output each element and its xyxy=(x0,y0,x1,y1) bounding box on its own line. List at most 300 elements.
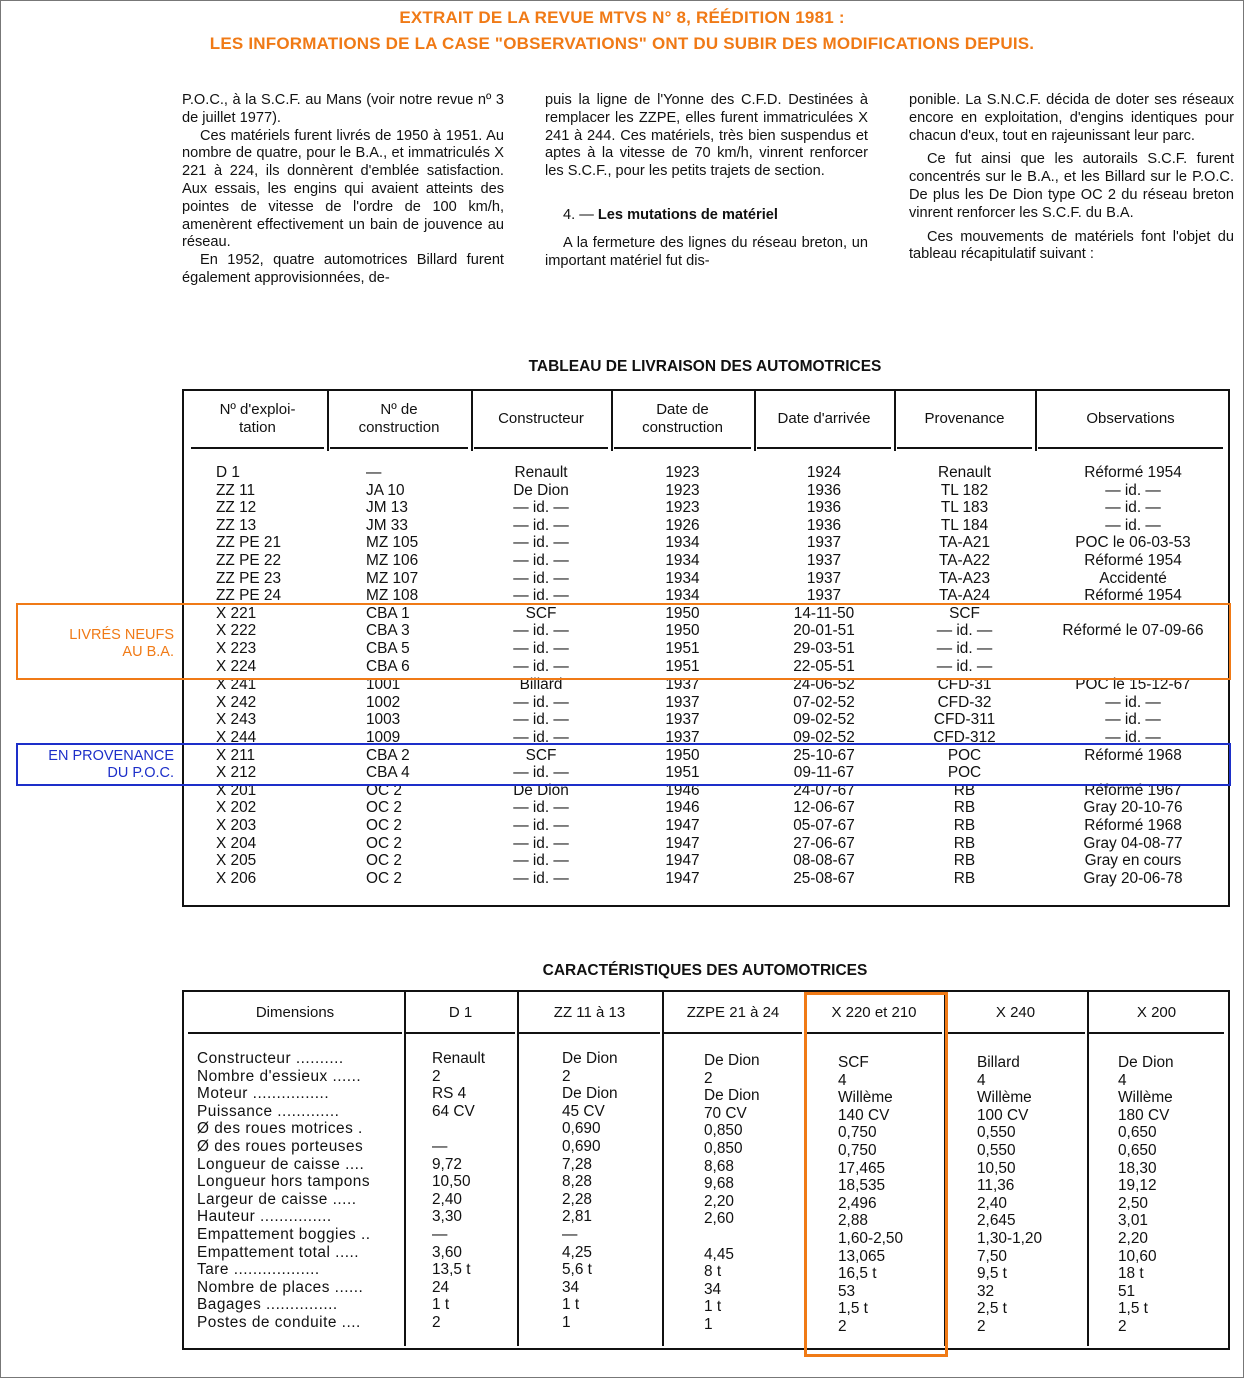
table-cell: De Dion xyxy=(562,1085,618,1103)
table-cell: 1936 xyxy=(806,481,842,499)
table-cell: 08-08-67 xyxy=(793,852,855,870)
table-cell: 22-05-51 xyxy=(793,657,855,675)
table-cell: 8,28 xyxy=(562,1173,592,1191)
column-header-line: Constructeur xyxy=(498,410,584,427)
table-cell: De Dion xyxy=(704,1052,760,1069)
table-cell: 2 xyxy=(432,1314,441,1331)
table-cell: De Dion xyxy=(562,1050,618,1067)
table-cell: 4,45 xyxy=(704,1245,734,1263)
table-cell: MZ 105 xyxy=(366,534,419,552)
table-cell: X 224 xyxy=(216,657,257,675)
table-cell: 17,465 xyxy=(838,1159,886,1177)
table-cell: SCF xyxy=(949,604,980,622)
table-cell: MZ 106 xyxy=(366,552,419,569)
table-cell: 19,12 xyxy=(1118,1177,1157,1195)
row-label: Ø des roues motrices . xyxy=(197,1120,363,1138)
header-rule xyxy=(330,447,468,449)
table-cell: 45 CV xyxy=(562,1102,605,1120)
table-cell: — id. — xyxy=(513,534,569,552)
table-cell: 1937 xyxy=(806,552,842,569)
table-cell: 1951 xyxy=(665,640,700,657)
row-label: Empattement total ..... xyxy=(197,1243,360,1261)
table-cell: Renault xyxy=(432,1050,486,1067)
table-cell: 24-06-52 xyxy=(793,676,855,694)
column-header: X 220 et 210 xyxy=(831,1004,917,1021)
table-cell: 10,60 xyxy=(1118,1247,1157,1265)
table-cell: 51 xyxy=(1118,1282,1136,1300)
table-cell: Accidenté xyxy=(1099,569,1167,587)
header-rule xyxy=(946,1032,1085,1034)
table-cell: 1 t xyxy=(562,1296,580,1314)
article-column-3 xyxy=(909,92,1234,264)
article-column-2 xyxy=(545,92,868,270)
table-cell: OC 2 xyxy=(366,869,402,887)
table-cell: 3,60 xyxy=(432,1243,462,1261)
table-cell: 2 xyxy=(704,1069,713,1087)
table-cell: Réformé le 07-09-66 xyxy=(1062,622,1204,640)
table-cell: — id. — xyxy=(513,693,569,711)
table-cell: Renault xyxy=(514,464,568,481)
table-cell: 1 xyxy=(562,1314,571,1331)
row-label: Hauteur ............... xyxy=(197,1208,332,1226)
table-cell: 0,850 xyxy=(704,1122,743,1140)
header-rule xyxy=(1089,1032,1224,1034)
table-cell: — id. — xyxy=(513,869,569,887)
table-cell: CBA 5 xyxy=(366,640,410,657)
table-cell: 24-07-67 xyxy=(793,781,855,799)
table-cell: 2 xyxy=(432,1067,441,1085)
table-cell: — id. — xyxy=(1105,499,1161,517)
table-cell: — id. — xyxy=(513,516,569,534)
table-cell: X 222 xyxy=(216,622,257,640)
table-cell: CBA 2 xyxy=(366,746,410,764)
column-header-line: Date de xyxy=(656,401,709,418)
table-cell: — id. — xyxy=(513,657,569,675)
table-cell: POC le 15-12-67 xyxy=(1075,676,1191,694)
table-cell: 1937 xyxy=(806,534,842,552)
table-cell: TA-A21 xyxy=(938,534,991,552)
table-cell: CFD-31 xyxy=(937,676,992,694)
table-cell: 1951 xyxy=(665,764,700,782)
table-cell: 1002 xyxy=(366,693,401,711)
table-cell: 64 CV xyxy=(432,1102,475,1120)
table-cell: 140 CV xyxy=(838,1106,890,1124)
table-cell: Réformé 1954 xyxy=(1084,587,1182,605)
table-cell: Renault xyxy=(937,464,992,481)
column-header-line: construction xyxy=(358,419,440,436)
column-header: ZZPE 21 à 24 xyxy=(686,1004,780,1021)
table-cell: 1934 xyxy=(665,587,700,605)
table-cell: D 1 xyxy=(216,464,240,481)
table-cell: Billard xyxy=(977,1054,1020,1071)
table-cell: X 206 xyxy=(216,869,257,887)
table-cell: — id. — xyxy=(1105,693,1161,711)
table-cell: MZ 107 xyxy=(366,569,419,587)
paragraph: A la fermeture des lignes du réseau breton, un important matériel fut dis- xyxy=(545,234,868,269)
column-header xyxy=(754,393,894,445)
table-cell: ZZ PE 23 xyxy=(216,569,282,587)
table-cell: 20-01-51 xyxy=(793,622,855,640)
table-cell: 16,5 t xyxy=(838,1265,877,1283)
table-cell: CBA 1 xyxy=(366,604,410,622)
table-cell: 34 xyxy=(704,1280,722,1298)
column-header xyxy=(327,393,471,445)
table-cell: 1934 xyxy=(665,534,700,552)
table-cell: JA 10 xyxy=(366,481,405,499)
banner-line-1: EXTRAIT DE LA REVUE MTVS N° 8, RÉÉDITION 1981 : xyxy=(399,8,845,27)
table-cell: 13,5 t xyxy=(432,1261,471,1279)
table-cell: 1947 xyxy=(665,852,700,870)
table-cell: 100 CV xyxy=(977,1106,1029,1124)
table-cell: 1951 xyxy=(665,657,700,675)
table-cell: Gray 04-08-77 xyxy=(1083,834,1183,852)
table-cell: CFD-311 xyxy=(933,711,996,729)
column-header xyxy=(611,393,754,445)
table-cell: CBA 4 xyxy=(366,764,410,782)
table-cell: — xyxy=(562,1226,578,1243)
table-cell: Willème xyxy=(1118,1089,1173,1107)
table-cell: 180 CV xyxy=(1118,1106,1170,1124)
table-cell: X 201 xyxy=(216,781,257,799)
paragraph: Ce fut ainsi que les autorails S.C.F. furent concentrés sur le B.A., et les Billard sur le P.O.C. De plus les De Dion type OC 2 du réseau breton vinrent renforcer les S.C.F. du B.A. xyxy=(909,151,1234,221)
table-cell: 0,550 xyxy=(977,1142,1016,1159)
table-cell: CBA 3 xyxy=(366,622,410,640)
table-cell: 0,550 xyxy=(977,1124,1016,1142)
table-cell: 2,88 xyxy=(838,1212,868,1230)
column-header-line: Provenance xyxy=(924,410,1005,427)
table-cell: 2,60 xyxy=(704,1210,734,1228)
table-cell: 1946 xyxy=(665,799,700,817)
table-cell: 09-02-52 xyxy=(793,711,855,729)
table-cell: 1 t xyxy=(704,1298,722,1316)
table-cell: Réformé 1954 xyxy=(1084,552,1182,569)
row-label: Ø des roues porteuses xyxy=(197,1138,364,1155)
table-cell: Gray 20-06-78 xyxy=(1083,869,1183,887)
table-cell: CFD-312 xyxy=(933,729,996,746)
table-cell: 1,30-1,20 xyxy=(977,1230,1043,1247)
table-cell: 9,5 t xyxy=(977,1265,1007,1283)
table-cell: 07-02-52 xyxy=(793,693,855,711)
table-cell: 1946 xyxy=(665,781,700,799)
paragraph: Ces matériels furent livrés de 1950 à 1951. Au nombre de quatre, pour le B.A., et immatriculés X 221 à 224, ils donnèrent d'emblée satisfaction. Aux essais, les engins qui avaient atteints des pointes de vitesse de l'ordre de 100 km/h, amenèrent effectivement un bain de jouvence au réseau. xyxy=(182,127,504,251)
table-cell: 1001 xyxy=(366,676,401,694)
table-cell: X 242 xyxy=(216,693,257,711)
column-separator xyxy=(404,990,406,1346)
label-livres-neufs: LIVRÉS NEUFS AU B.A. xyxy=(69,627,174,660)
row-label: Bagages ............... xyxy=(197,1296,338,1314)
row-label: Puissance ............. xyxy=(197,1102,340,1120)
table-cell: 9,72 xyxy=(432,1155,462,1173)
table-cell: 1937 xyxy=(665,676,700,694)
table-cell: — xyxy=(366,464,382,481)
table-cell: De Dion xyxy=(513,781,569,799)
table-cell: TA-A23 xyxy=(938,569,991,587)
table-cell: 4 xyxy=(1118,1071,1127,1089)
table-cell: TL 184 xyxy=(940,516,989,534)
table-cell: — id. — xyxy=(513,711,569,729)
article-column-1 xyxy=(182,92,504,288)
table-cell: 0,750 xyxy=(838,1142,877,1159)
table-cell: 0,850 xyxy=(704,1140,743,1157)
table-cell: 27-06-67 xyxy=(793,834,855,852)
banner-line-2: LES INFORMATIONS DE LA CASE "OBSERVATIONS" ONT DU SUBIR DES MODIFICATIONS DEPUIS. xyxy=(209,34,1035,53)
table-cell: ZZ 11 xyxy=(216,481,256,499)
table-cell: OC 2 xyxy=(366,817,402,834)
table-cell: 18,535 xyxy=(838,1177,886,1195)
row-label: Empattement boggies .. xyxy=(197,1226,371,1243)
table-cell: 25-08-67 xyxy=(793,869,855,887)
table-cell: 2 xyxy=(562,1067,571,1085)
highlight-provenance-poc xyxy=(16,743,1231,786)
table-cell: X 241 xyxy=(216,676,257,694)
table-cell: 9,68 xyxy=(704,1175,734,1193)
column-header xyxy=(894,393,1035,445)
header-rule xyxy=(474,447,608,449)
table-cell: 09-11-67 xyxy=(793,764,855,782)
column-header xyxy=(471,393,611,445)
table-cell: OC 2 xyxy=(366,834,402,852)
table-cell: 1936 xyxy=(806,516,842,534)
table-cell: 14-11-50 xyxy=(793,604,855,622)
label-provenance-poc: EN PROVENANCE DU P.O.C. xyxy=(48,748,174,781)
table-cell: X 204 xyxy=(216,834,257,852)
table-cell: 32 xyxy=(977,1282,995,1300)
table-cell: Billard xyxy=(519,676,563,694)
header-rule xyxy=(897,447,1032,449)
column-header: ZZ 11 à 13 xyxy=(553,1004,626,1021)
table-cell: RB xyxy=(953,852,976,870)
table-cell: X 203 xyxy=(216,817,257,834)
table-cell: 1937 xyxy=(665,693,700,711)
table-cell: 2 xyxy=(977,1318,986,1335)
table-cell: 1923 xyxy=(665,464,700,481)
column-header-line: Nº d'exploi- xyxy=(219,401,296,418)
paragraph: Ces mouvements de matériels font l'objet du tableau récapitulatif suivant : xyxy=(909,228,1234,263)
table-cell: X 243 xyxy=(216,711,257,729)
table-cell: — id. — xyxy=(513,729,569,746)
table-cell: — id. — xyxy=(513,817,569,834)
table-cell: 1,60-2,50 xyxy=(838,1230,904,1247)
table-cell: X 244 xyxy=(216,729,257,746)
table-cell: 1934 xyxy=(665,552,700,569)
table-cell: De Dion xyxy=(704,1087,760,1105)
table-cell: CFD-32 xyxy=(937,693,992,711)
table-cell: JM 33 xyxy=(366,516,408,534)
column-header-line: tation xyxy=(239,419,276,436)
table-cell: Réformé 1954 xyxy=(1084,464,1182,481)
table-cell: 09-02-52 xyxy=(793,729,855,746)
table-cell: X 202 xyxy=(216,799,257,817)
table-cell: 1,5 t xyxy=(1118,1300,1148,1318)
header-rule xyxy=(614,447,751,449)
delivery-table-title: TABLEAU DE LIVRAISON DES AUTOMOTRICES xyxy=(528,358,882,375)
table-cell: 7,28 xyxy=(562,1155,592,1173)
column-header: X 240 xyxy=(995,1004,1036,1021)
row-label: Tare .................. xyxy=(197,1261,320,1279)
table-cell: TL 182 xyxy=(940,481,989,499)
table-cell: 1947 xyxy=(665,869,700,887)
table-cell: X 205 xyxy=(216,852,257,870)
table-cell: 53 xyxy=(838,1282,856,1300)
table-cell: 5,6 t xyxy=(562,1261,592,1279)
header-rule xyxy=(757,447,891,449)
highlight-x220-column xyxy=(804,992,948,1357)
table-cell: 2,496 xyxy=(838,1194,877,1212)
table-cell: ZZ PE 22 xyxy=(216,552,282,569)
table-cell: OC 2 xyxy=(366,852,402,870)
table-cell: 2,20 xyxy=(1118,1230,1148,1247)
table-cell: — id. — xyxy=(513,552,569,569)
table-cell: De Dion xyxy=(1118,1054,1174,1071)
table-cell: Willème xyxy=(977,1089,1032,1107)
header-rule xyxy=(406,1032,515,1034)
table-cell: TA-A24 xyxy=(938,587,991,605)
table-cell: 8,68 xyxy=(704,1157,734,1175)
table-cell: 24 xyxy=(432,1278,450,1296)
row-label: Longueur de caisse .... xyxy=(197,1155,365,1173)
column-header: X 200 xyxy=(1136,1004,1177,1021)
table-cell: 18 t xyxy=(1118,1265,1144,1283)
table-cell: 29-03-51 xyxy=(793,640,855,657)
table-cell: RS 4 xyxy=(432,1085,467,1103)
table-cell: POC le 06-03-53 xyxy=(1075,534,1191,552)
table-cell: 1947 xyxy=(665,817,700,834)
column-header: Dimensions xyxy=(255,1004,335,1021)
table-cell: — id. — xyxy=(936,657,993,675)
table-cell: TA-A22 xyxy=(938,552,991,569)
table-cell: 7,50 xyxy=(977,1247,1007,1265)
table-cell: De Dion xyxy=(513,481,569,499)
table-cell: 1934 xyxy=(665,569,700,587)
table-cell: 8 t xyxy=(704,1263,722,1281)
table-cell: 2,40 xyxy=(432,1190,462,1208)
table-cell: — id. — xyxy=(513,852,569,870)
table-cell: — id. — xyxy=(513,799,569,817)
table-cell: RB xyxy=(953,869,976,887)
table-cell: Réformé 1968 xyxy=(1084,817,1182,834)
table-cell: 1009 xyxy=(366,729,401,746)
table-cell: 1926 xyxy=(665,516,700,534)
header-rule xyxy=(188,1032,402,1034)
table-cell: ZZ 12 xyxy=(216,499,257,517)
table-cell: RB xyxy=(953,781,976,799)
table-cell: 1950 xyxy=(665,746,700,764)
table-cell: POC xyxy=(947,746,982,764)
table-cell: 1 t xyxy=(432,1296,450,1314)
table-cell: ZZ 13 xyxy=(216,516,257,534)
table-cell: 1937 xyxy=(806,569,842,587)
table-cell: 4,25 xyxy=(562,1243,592,1261)
table-cell: 25-10-67 xyxy=(793,746,855,764)
table-cell: 13,065 xyxy=(838,1247,886,1265)
table-cell: 12-06-67 xyxy=(793,799,855,817)
table-cell: 3,30 xyxy=(432,1208,462,1226)
table-cell: — id. — xyxy=(513,640,569,657)
table-cell: SCF xyxy=(525,746,557,764)
table-cell: MZ 108 xyxy=(366,587,419,605)
table-cell: — id. — xyxy=(936,640,993,657)
table-cell: 1937 xyxy=(665,711,700,729)
header-rule xyxy=(191,447,324,449)
column-header: D 1 xyxy=(448,1004,473,1021)
column-header xyxy=(1035,393,1226,445)
table-cell: 2,28 xyxy=(562,1190,592,1208)
table-cell: 0,650 xyxy=(1118,1124,1157,1142)
table-cell: 2,40 xyxy=(977,1194,1007,1212)
table-cell: — id. — xyxy=(936,622,993,640)
table-cell: 2,50 xyxy=(1118,1194,1148,1212)
paragraph: puis la ligne de l'Yonne des C.F.D. Destinées à remplacer les ZZPE, elles furent immatriculées X 241 à 244. Ces matériels, très bien suspendus et aptes à la vitesse de 70 km/h, vinrent renforcer les S.C.F., pour les petits trajets de section. xyxy=(545,92,868,180)
table-cell: 11,36 xyxy=(977,1177,1015,1195)
table-cell: 0,690 xyxy=(562,1120,601,1138)
table-cell: X 212 xyxy=(216,764,257,782)
table-cell: X 221 xyxy=(216,604,257,622)
table-cell: ZZ PE 21 xyxy=(216,534,282,552)
table-cell: 3,01 xyxy=(1118,1212,1148,1230)
table-cell: X 223 xyxy=(216,640,257,657)
table-cell: 1923 xyxy=(665,499,700,517)
table-cell: 1923 xyxy=(665,481,700,499)
table-cell: — id. — xyxy=(513,569,569,587)
table-cell: 0,750 xyxy=(838,1124,877,1142)
table-cell: CBA 6 xyxy=(366,657,410,675)
table-cell: Gray 20-10-76 xyxy=(1083,799,1183,817)
column-header-line: Nº de xyxy=(380,401,418,418)
row-label: Constructeur .......... xyxy=(197,1050,344,1067)
table-cell: 2,645 xyxy=(977,1212,1016,1230)
paragraph: ponible. La S.N.C.F. décida de doter ses réseaux encore en exploitation, d'engins identiques pour chacun d'eux, tout en rajeunissant leur parc. xyxy=(909,92,1234,144)
table-cell: 1950 xyxy=(665,622,700,640)
row-label: Moteur ................ xyxy=(197,1085,330,1103)
row-label: Longueur hors tampons xyxy=(197,1173,371,1191)
table-cell: RB xyxy=(953,817,976,834)
table-cell: 2,20 xyxy=(704,1192,734,1210)
paragraph: En 1952, quatre automotrices Billard furent également approvisionnées, de- xyxy=(182,252,504,286)
table-cell: 2 xyxy=(838,1318,847,1335)
table-cell: — xyxy=(432,1138,448,1155)
table-cell: SCF xyxy=(838,1054,869,1071)
table-cell: 10,50 xyxy=(432,1173,471,1191)
column-header-line: construction xyxy=(642,419,723,436)
row-label: Nombre de places ...... xyxy=(197,1278,364,1296)
table-cell: 2 xyxy=(1118,1318,1127,1335)
table-cell: — id. — xyxy=(1105,516,1161,534)
table-cell: 1 xyxy=(704,1316,713,1333)
table-cell: RB xyxy=(953,799,976,817)
table-cell: ZZ PE 24 xyxy=(216,587,282,605)
row-label: Nombre d'essieux ...... xyxy=(197,1067,362,1085)
table-cell: — id. — xyxy=(513,834,569,852)
table-cell: — id. — xyxy=(513,764,569,782)
header-rule xyxy=(519,1032,660,1034)
table-cell: 70 CV xyxy=(704,1104,747,1122)
table-cell: Gray en cours xyxy=(1084,852,1182,870)
table-cell: 1003 xyxy=(366,711,401,729)
table-cell: 1924 xyxy=(806,464,842,481)
section-heading: 4. — Les mutations de matériel xyxy=(563,206,778,223)
row-label: Postes de conduite .... xyxy=(197,1314,361,1331)
table-cell: Réformé 1968 xyxy=(1084,746,1182,764)
table-cell: — id. — xyxy=(513,499,569,517)
table-cell: JM 13 xyxy=(366,499,408,517)
row-label: Largeur de caisse ..... xyxy=(197,1190,357,1208)
table-cell: TL 183 xyxy=(940,499,989,517)
table-cell: 1950 xyxy=(665,604,700,622)
table-cell: — id. — xyxy=(513,587,569,605)
table-cell: 1937 xyxy=(806,587,842,605)
table-cell: 1936 xyxy=(806,499,842,517)
highlight-livres-neufs xyxy=(16,603,1231,680)
